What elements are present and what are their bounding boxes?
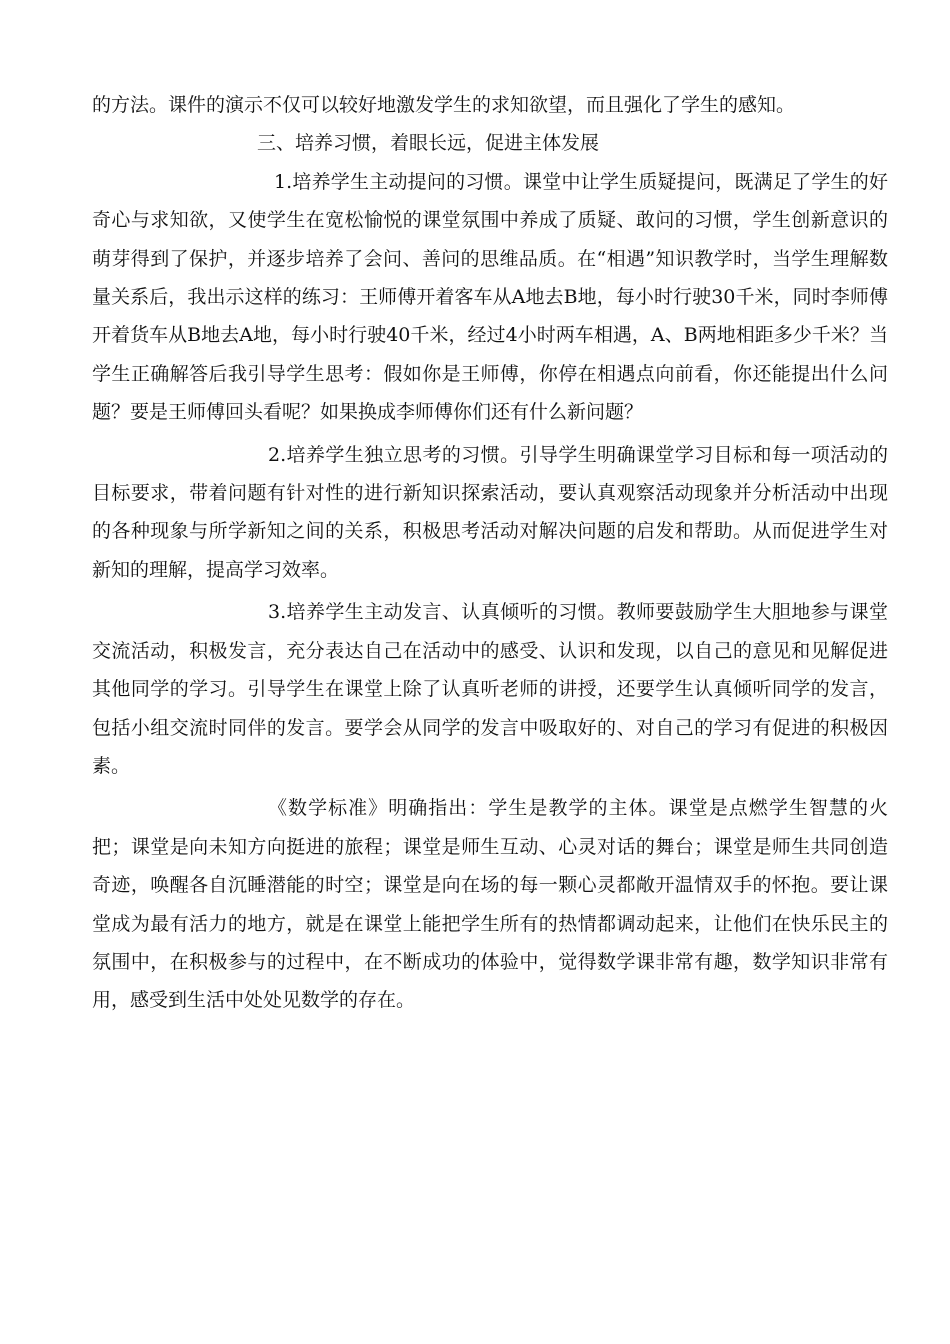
- section-heading: 三、培养习惯，着眼长远，促进主体发展: [257, 132, 600, 155]
- continuation-paragraph: 的方法。课件的演示不仅可以较好地激发学生的求知欲望，而且强化了学生的感知。: [92, 94, 796, 116]
- document-page: [92, 86, 888, 1020]
- paragraph-math-standard: 《数学标准》明确指出：学生是教学的主体。课堂是点燃学生智慧的火把；课堂是向未知方向挺进的旅程；课堂是师生互动、心灵对话的舞台；课堂是师生共同创造奇迹，唤醒各自沉睡潜能的时空；课堂是向在场的每一颗心灵都敞开温情双手的怀抱。要让课堂成为最有活力的地方，就是在课堂上能把学生所有的热情都调动起来，让他们在快乐民主的氛围中，在积极参与的过程中，在不断成功的体验中，觉得数学课非常有趣，数学知识非常有用，感受到生活中处处见数学的存在。: [92, 797, 888, 1012]
- paragraph-habit-questioning: 1.培养学生主动提问的习惯。课堂中让学生质疑提问，既满足了学生的好奇心与求知欲，又使学生在宽松愉悦的课堂氛围中养成了质疑、敢问的习惯，学生创新意识的萌芽得到了保护，并逐步培养了会问、善问的思维品质。在“相遇”知识教学时，当学生理解数量关系后，我出示这样的练习：王师傅开着客车从A地去B地，每小时行驶30千米，同时李师傅开着货车从B地去A地，每小时行驶40千米，经过4小时两车相遇，A、B两地相距多少千米？当学生正确解答后我引导学生思考：假如你是王师傅，你停在相遇点向前看，你还能提出什么问题？要是王师傅回头看呢？如果换成李师傅你们还有什么新问题？: [92, 170, 888, 424]
- paragraph-habit-independent-thinking: 2.培养学生独立思考的习惯。引导学生明确课堂学习目标和每一项活动的目标要求，带着问题有针对性的进行新知识探索活动，要认真观察活动现象并分析活动中出现的各种现象与所学新知之间的关系，积极思考活动对解决问题的启发和帮助。从而促进学生对新知的理解，提高学习效率。: [92, 443, 888, 581]
- paragraph-habit-speaking-listening: 3.培养学生主动发言、认真倾听的习惯。教师要鼓励学生大胆地参与课堂交流活动，积极发言，充分表达自己在活动中的感受、认识和发现，以自己的意见和见解促进其他同学的学习。引导学生在课堂上除了认真听老师的讲授，还要学生认真倾听同学的发言，包括小组交流时同伴的发言。要学会从同学的发言中吸取好的、对自己的学习有促进的积极因素。: [92, 601, 888, 777]
